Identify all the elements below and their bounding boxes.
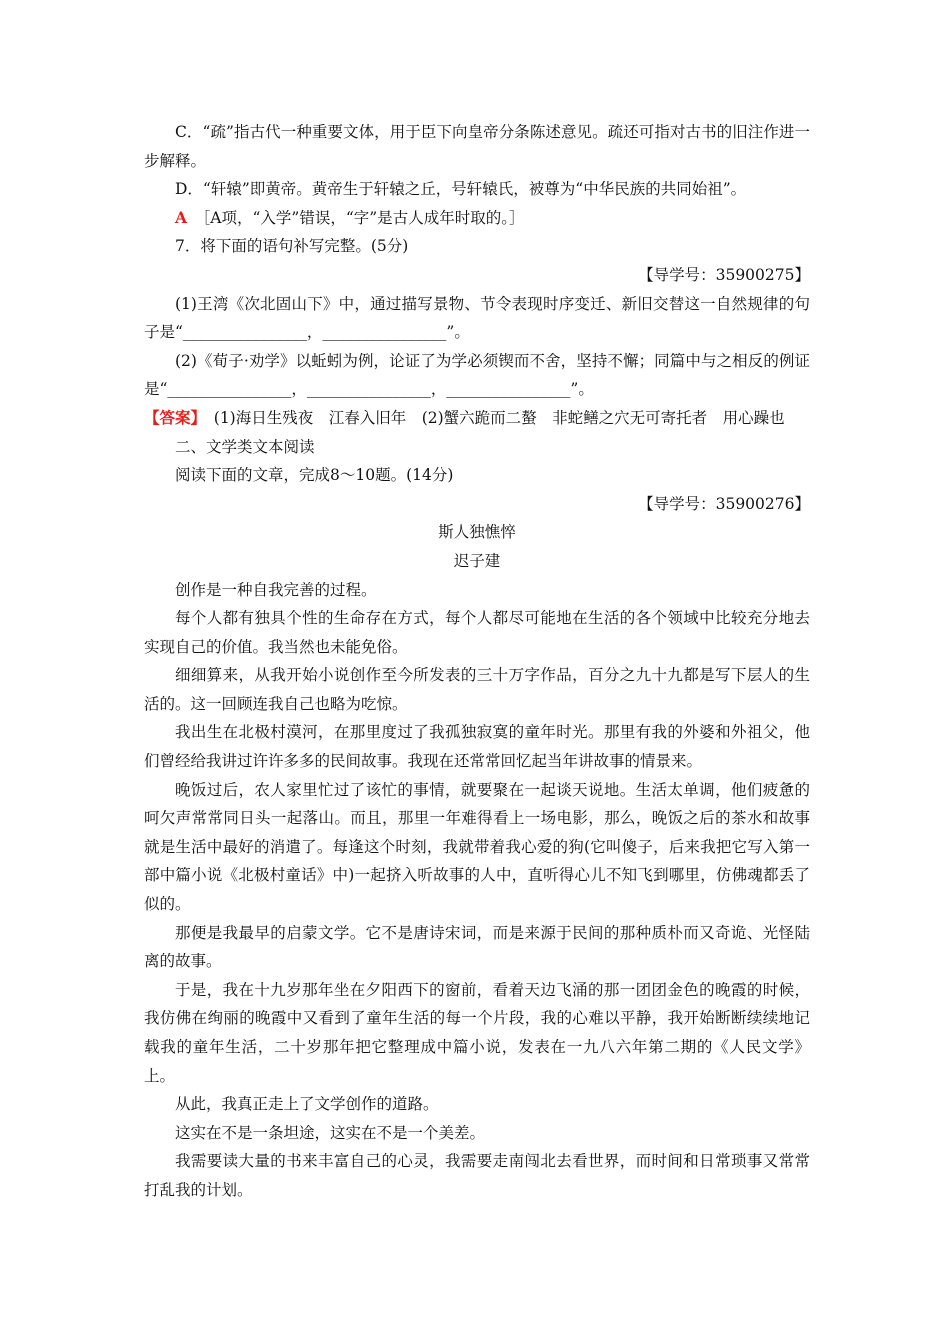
passage-paragraph: 细细算来，从我开始小说创作至今所发表的三十万字作品，百分之九十九都是写下层人的生活的。这一回顾连我自己也略为吃惊。 — [144, 666, 810, 713]
answer-7 — [144, 404, 810, 433]
passage-code: 【导学号：35900276】 — [638, 494, 810, 513]
passage-paragraph: 于是，我在十九岁那年坐在夕阳西下的窗前，看着天边飞涌的那一团团金色的晚霞的时候，我仿佛在绚丽的晚霞中又看到了童年生活的每一个片段，我的心难以平静，我开始断断续续地记载我的童年生活，二十岁那年把它整理成中篇小说，发表在一九八六年第二期的《人民文学》上。 — [144, 980, 810, 1085]
passage-paragraph: 晚饭过后，农人家里忙过了该忙的事情，就要聚在一起谈天说地。生活太单调，他们疲惫的呵欠声常常同日头一起落山。而且，那里一年难得看上一场电影，那么，晚饭之后的茶水和故事就是生活中最好的消遣了。每逢这个时刻，我就带着我心爱的狗(它叫傻子，后来我把它写入第一部中篇小说《北极村童话》中)一起挤入听故事的人中，直听得心儿不知飞到哪里，仿佛魂都丢了似的。 — [144, 780, 810, 914]
passage-paragraph: 我出生在北极村漠河，在那里度过了我孤独寂寞的童年时光。那里有我的外婆和外祖父，他们曾经给我讲过许许多多的民间故事。我现在还常常回忆起当年讲故事的情景来。 — [144, 723, 810, 771]
passage-paragraph: 我需要读大量的书来丰富自己的心灵，我需要走南闯北去看世界，而时间和日常琐事又常常打乱我的计划。 — [144, 1152, 810, 1199]
passage-title: 斯人独憔悴 — [438, 523, 516, 542]
answer-7-text: (1)海日生残夜 江春入旧年 (2)蟹六跪而二螯 非蛇鳝之穴无可寄托者 用心躁也 — [198, 408, 785, 427]
passage-paragraph: 这实在不是一条坦途，这实在不是一个美差。 — [175, 1123, 486, 1142]
passage-paragraph: 那便是我最早的启蒙文学。它不是唐诗宋词，而是来源于民间的那种质朴而又奇诡、光怪陆离的故事。 — [144, 923, 810, 971]
passage-paragraph: 每个人都有独具个性的生命存在方式，每个人都尽可能地在生活的各个领域中比较充分地去实现自己的价值。我当然也未能免俗。 — [144, 609, 810, 656]
option-c: C．“疏”指古代一种重要文体，用于臣下向皇帝分条陈述意见。疏还可指对古书的旧注作进一步解释。 — [144, 123, 810, 170]
reading-instruction: 阅读下面的文章，完成8～10题。(14分) — [175, 466, 454, 485]
question-7-code: 【导学号：35900275】 — [638, 265, 810, 284]
answer-7-tag: 【答案】 — [144, 407, 199, 427]
answer-6-letter: A — [175, 207, 188, 227]
answer-6-explanation: ［A项，“入学”错误，“字”是古人成年时取的。］ — [202, 208, 525, 227]
passage-paragraph: 创作是一种自我完善的过程。 — [175, 580, 377, 599]
section-heading: 二、文学类文本阅读 — [175, 437, 315, 456]
question-7-part-2: (2)《荀子·劝学》以蚯蚓为例，论证了为学必须锲而不舍，坚持不懈；同篇中与之相反的例证是“________________，________________，________________”。 — [144, 351, 810, 399]
option-d: D．“轩辕”即黄帝。黄帝生于轩辕之丘，号轩辕氏，被尊为“中华民族的共同始祖”。 — [175, 180, 747, 199]
passage-author: 迟子建 — [453, 551, 501, 570]
document-content — [144, 118, 810, 1205]
question-7-part-1: (1)王湾《次北固山下》中，通过描写景物、节令表现时序变迁、新旧交替这一自然规律的句子是“________________，________________”。 — [144, 294, 810, 342]
answer-6 — [144, 204, 810, 233]
question-7-title: 7．将下面的语句补写完整。(5分) — [175, 237, 409, 256]
passage-paragraph: 从此，我真正走上了文学创作的道路。 — [175, 1095, 439, 1114]
